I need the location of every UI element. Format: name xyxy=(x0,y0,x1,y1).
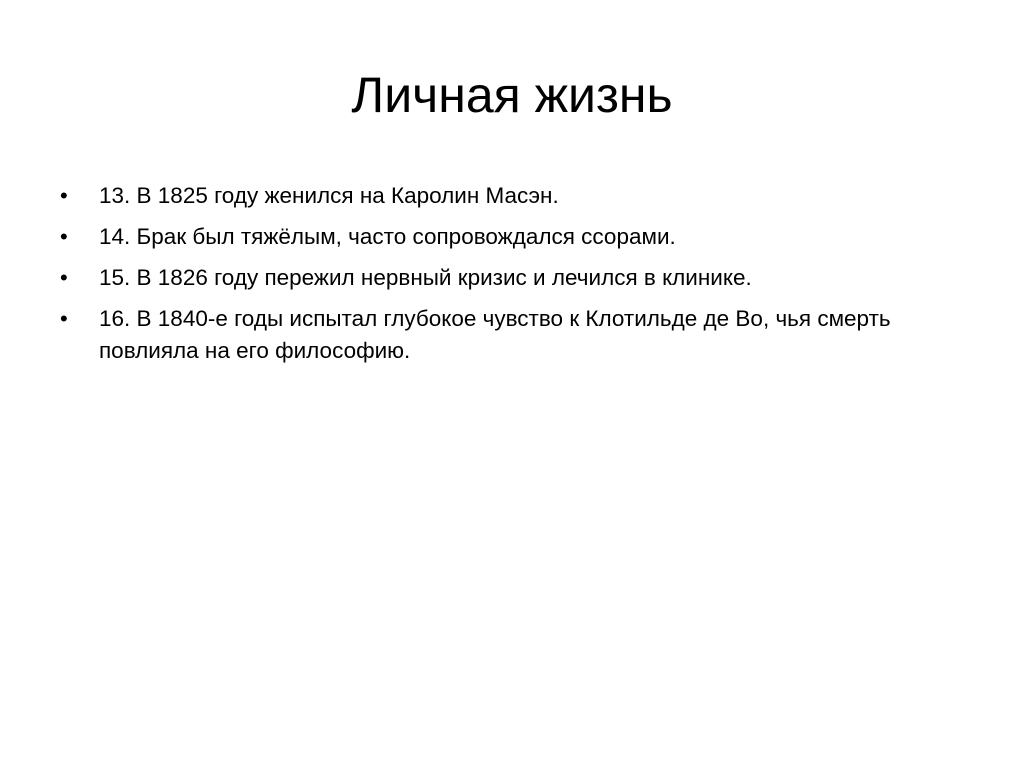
list-item xyxy=(60,262,960,294)
list-item-text: 16. В 1840-е годы испытал глубокое чувство к Клотильде де Во, чья смерть повлияла на его философию. xyxy=(99,306,891,363)
list-item-text: 14. Брак был тяжёлым, часто сопровождался ссорами. xyxy=(99,224,676,249)
list-item-text: 15. В 1826 году пережил нервный кризис и лечился в клинике. xyxy=(99,265,752,290)
list-item-text: 13. В 1825 году женился на Каролин Масэн. xyxy=(99,183,559,208)
bullet-icon: • xyxy=(60,306,68,331)
list-item xyxy=(60,221,960,253)
slide-title: Личная жизнь xyxy=(351,67,673,123)
bullet-icon: • xyxy=(60,183,68,208)
list-item xyxy=(60,303,960,367)
bullet-list xyxy=(60,180,960,376)
bullet-icon: • xyxy=(60,224,68,249)
bullet-icon: • xyxy=(60,265,68,290)
list-item xyxy=(60,180,960,212)
